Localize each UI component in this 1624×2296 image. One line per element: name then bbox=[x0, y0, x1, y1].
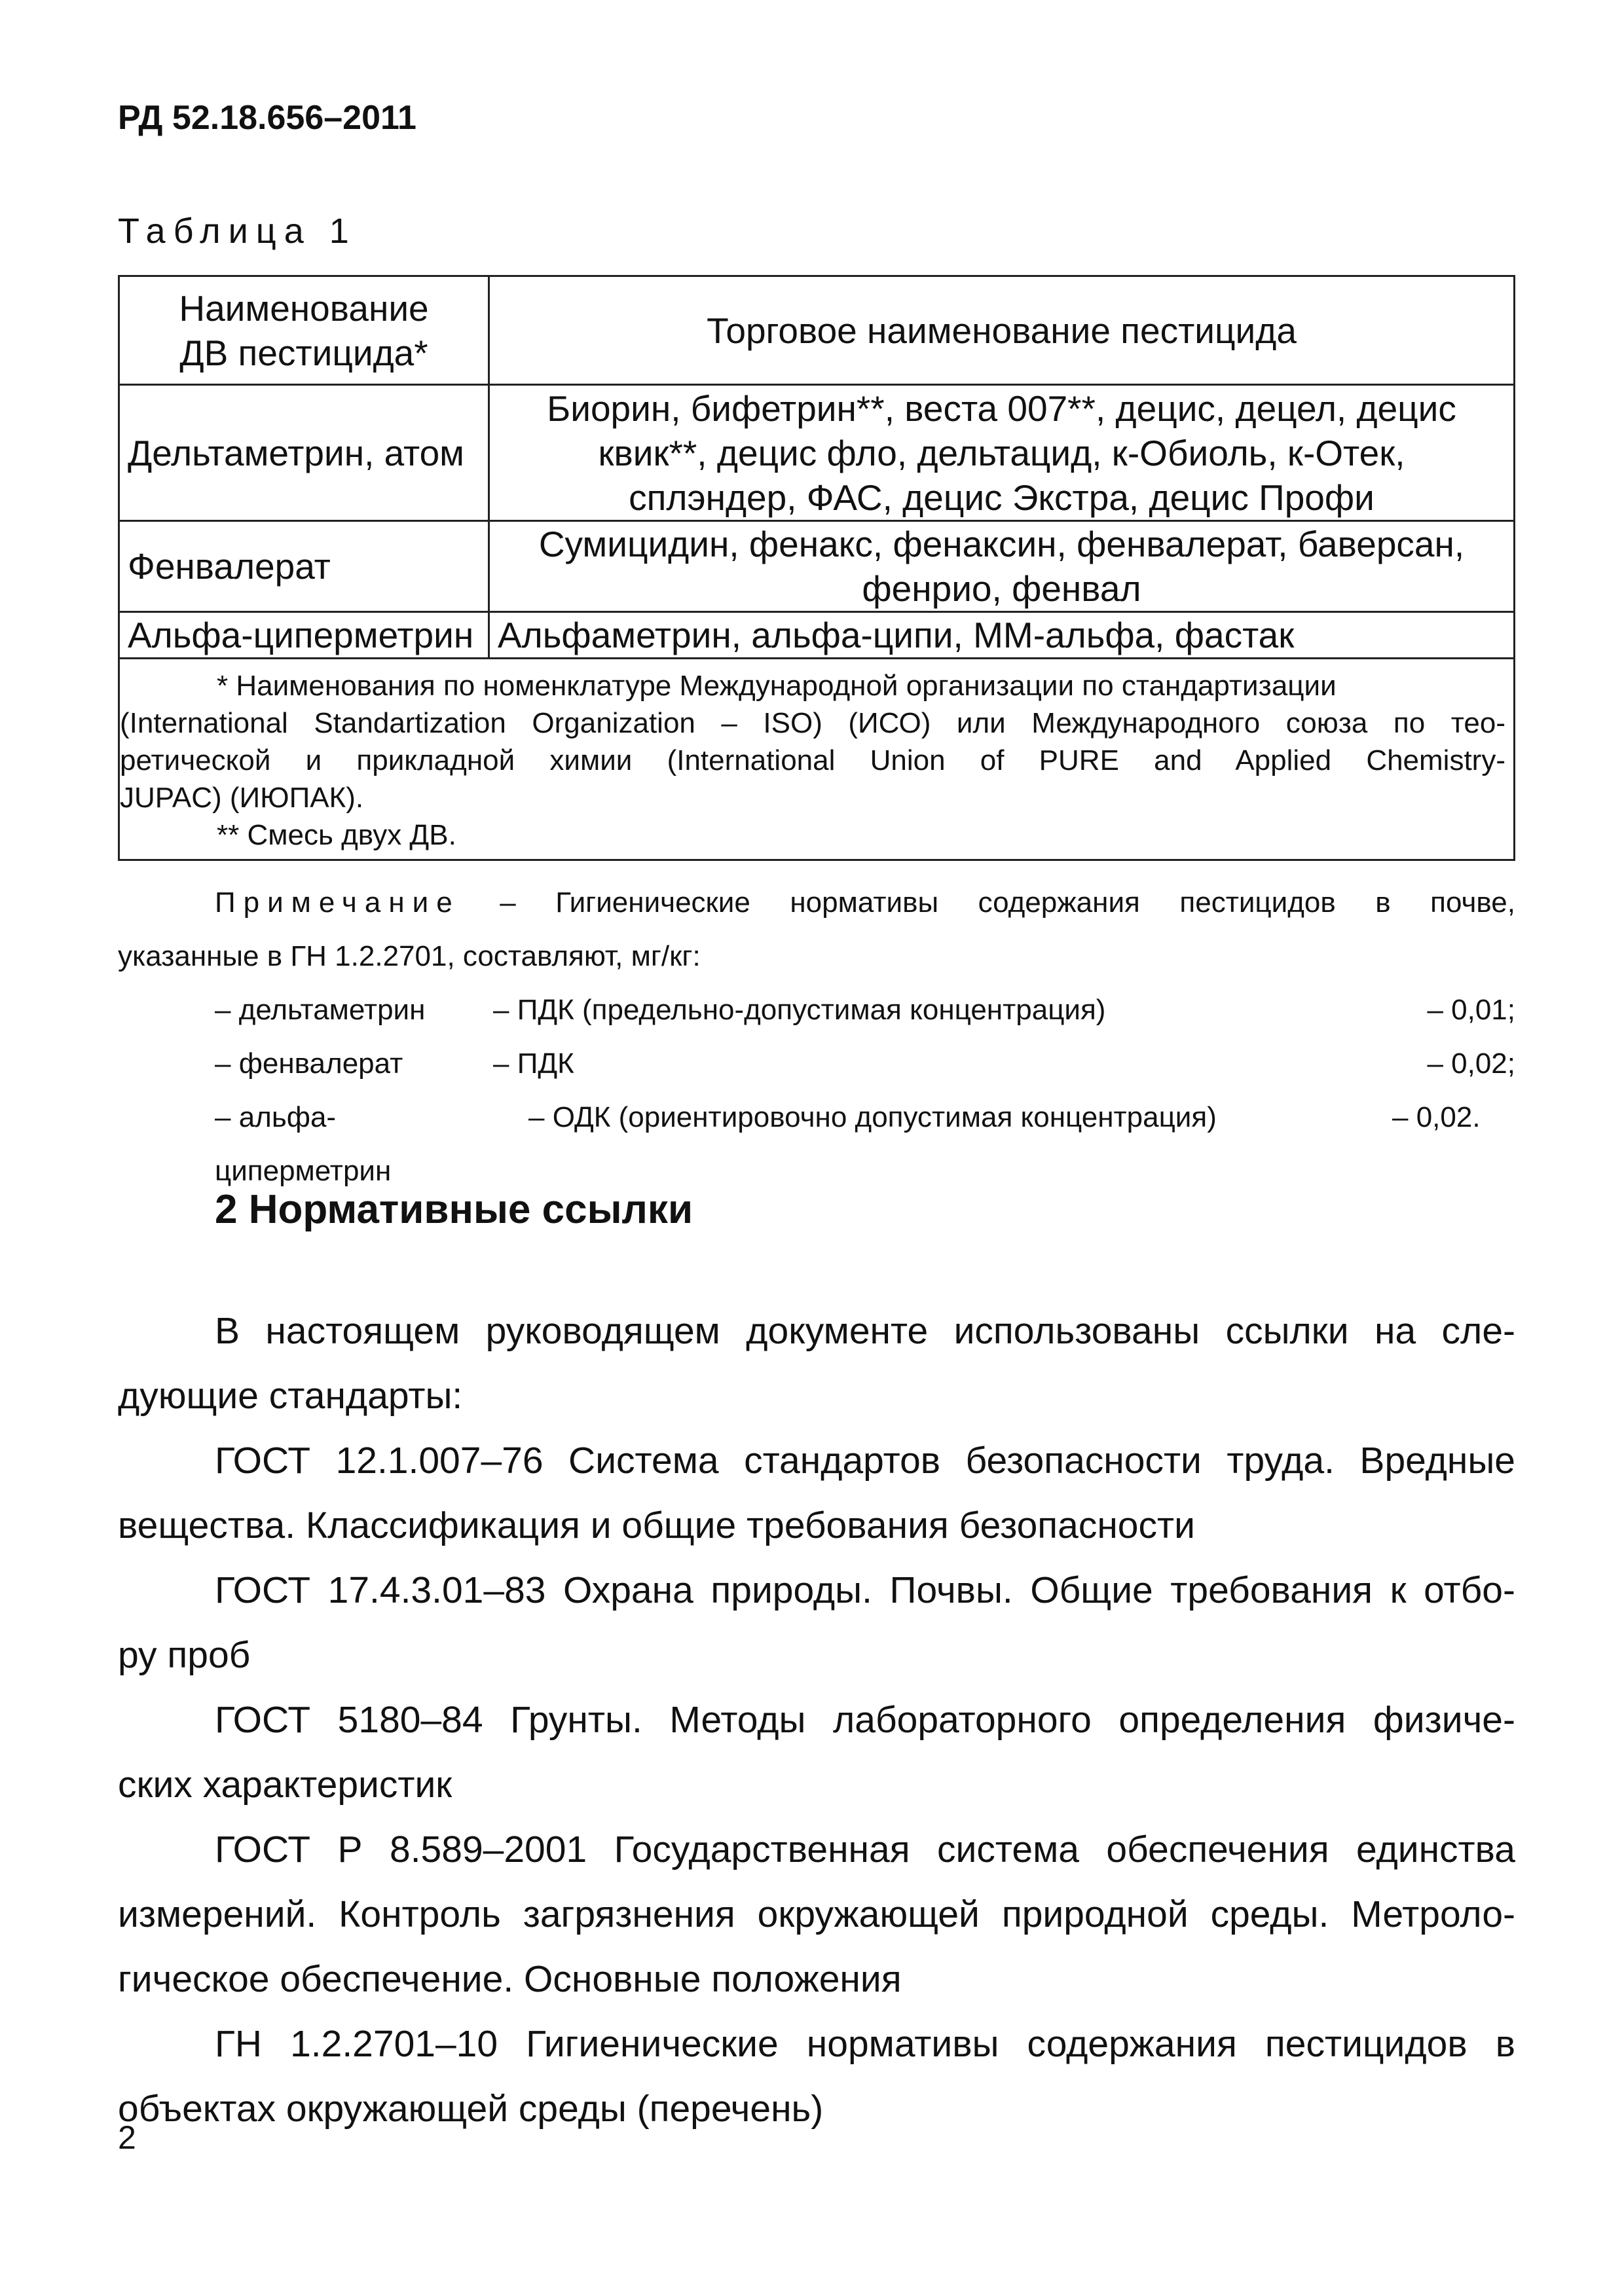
trade-names-cell: Биорин, бифетрин**, веста 007**, децис, децел, децис квик**, децис фло, дельтацид, к-Обиоль, к-Отек, сплэндер, ФАС, децис Экстра, децис Профи bbox=[489, 385, 1515, 521]
note-line: указанные в ГН 1.2.2701, составляют, мг/кг: bbox=[118, 940, 701, 972]
note-item-substance: – дельтаметрин bbox=[215, 994, 426, 1026]
paragraph-line: вещества. Классификация и общие требования безопасности bbox=[118, 1504, 1195, 1546]
note-item bbox=[118, 1091, 1515, 1198]
note-item-substance: – альфа-циперметрин bbox=[215, 1101, 392, 1187]
note-label: Примечание bbox=[215, 886, 460, 919]
note-item-value: – 0,02. bbox=[1392, 1101, 1481, 1133]
paragraph-line: ГОСТ 12.1.007–76 Система стандартов безопасности труда. Вредные bbox=[215, 1440, 1515, 1482]
table-row bbox=[119, 612, 1515, 659]
paragraph-line: ру проб bbox=[118, 1634, 251, 1676]
note-item-value: – 0,02; bbox=[1427, 1048, 1515, 1080]
paragraph-line: ГН 1.2.2701–10 Гигиенические нормативы содержания пестицидов в bbox=[215, 2023, 1515, 2065]
paragraph-line: ГОСТ 17.4.3.01–83 Охрана природы. Почвы. Общие требования к отбо- bbox=[215, 1569, 1515, 1611]
section-body bbox=[118, 1299, 1515, 2141]
document-code: РД 52.18.656–2011 bbox=[118, 99, 416, 137]
active-substance-cell: Фенвалерат bbox=[119, 521, 489, 612]
footnote-line: ретической и прикладной химии (International Union of PURE and Applied Chemistry- bbox=[120, 744, 1505, 776]
note-item bbox=[118, 983, 1515, 1037]
paragraph-line: дующие стандарты: bbox=[118, 1375, 463, 1417]
paragraph-line: измерений. Контроль загрязнения окружающей природной среды. Метроло- bbox=[118, 1893, 1515, 1935]
footnote-line: JUPAC) (ИЮПАК). bbox=[120, 782, 364, 814]
pesticide-table bbox=[118, 275, 1515, 861]
active-substance-cell: Дельтаметрин, атом bbox=[119, 385, 489, 521]
note-item bbox=[118, 1037, 1515, 1091]
note-item-type: – ПДК (предельно-допустимая концентрация) bbox=[493, 994, 1106, 1026]
footnote-line: * Наименования по номенклатуре Международной организации по стандартизации bbox=[217, 670, 1337, 702]
paragraph-line: В настоящем руководящем документе использованы ссылки на сле- bbox=[215, 1310, 1515, 1352]
table-caption: Таблица 1 bbox=[118, 211, 357, 251]
trade-names-cell: Альфаметрин, альфа-ципи, ММ-альфа, фастак bbox=[489, 612, 1515, 659]
paragraph-line: гическое обеспечение. Основные положения bbox=[118, 1958, 902, 2000]
table-row bbox=[119, 385, 1515, 521]
paragraph-line: объектах окружающей среды (перечень) bbox=[118, 2088, 824, 2130]
column-header-active-substance: Наименование ДВ пестицида* bbox=[119, 276, 489, 385]
section-heading: 2 Нормативные ссылки bbox=[215, 1187, 693, 1232]
table-footnotes bbox=[119, 659, 1515, 860]
note-item-type: – ПДК bbox=[493, 1048, 574, 1080]
table-row bbox=[119, 521, 1515, 612]
footnote-line: ** Смесь двух ДВ. bbox=[217, 819, 456, 851]
active-substance-cell: Альфа-циперметрин bbox=[119, 612, 489, 659]
paragraph-line: ГОСТ 5180–84 Грунты. Методы лабораторного определения физиче- bbox=[215, 1699, 1515, 1741]
table-note bbox=[118, 876, 1515, 1198]
paragraph-line: ских характеристик bbox=[118, 1764, 452, 1806]
trade-names-cell: Сумицидин, фенакс, фенаксин, фенвалерат, баверсан, фенрио, фенвал bbox=[489, 521, 1515, 612]
note-text: – Гигиенические нормативы содержания пестицидов в почве, bbox=[500, 886, 1515, 919]
page-number: 2 bbox=[118, 2119, 136, 2156]
table-header-row bbox=[119, 276, 1515, 385]
paragraph-line: ГОСТ Р 8.589–2001 Государственная система обеспечения единства bbox=[215, 1829, 1515, 1870]
table-footnote-row bbox=[119, 659, 1515, 860]
column-header-trade-name: Торговое наименование пестицида bbox=[489, 276, 1515, 385]
note-item-substance: – фенвалерат bbox=[215, 1048, 403, 1080]
note-line bbox=[118, 876, 1515, 930]
note-item-type: – ОДК (ориентировочно допустимая концентрация) bbox=[528, 1101, 1217, 1133]
note-item-value: – 0,01; bbox=[1427, 994, 1515, 1026]
footnote-line: (International Standartization Organization – ISO) (ИСО) или Международного союза по тео- bbox=[120, 707, 1505, 739]
